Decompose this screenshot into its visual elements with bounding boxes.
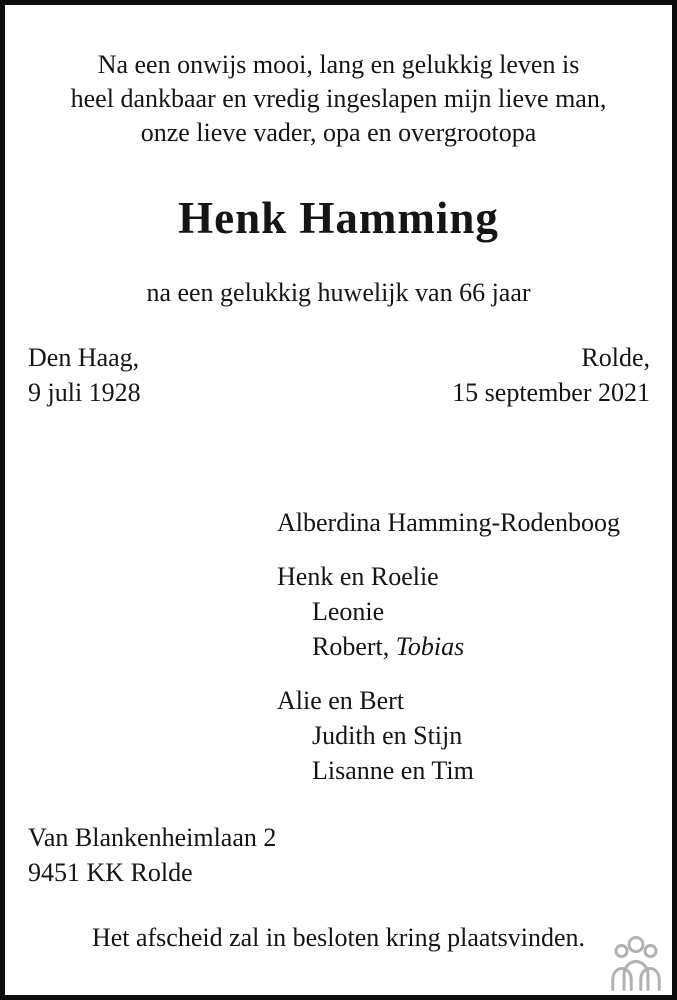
- birth-info: [28, 340, 141, 410]
- family-icon: [611, 935, 661, 992]
- family-child-name-italic: Tobias: [395, 632, 465, 661]
- family-child-name: Robert,: [312, 632, 390, 661]
- widow-name: Alberdina Hamming-Rodenboog: [277, 508, 620, 537]
- family-child: Judith en Stijn: [312, 721, 463, 750]
- family-list: [277, 505, 620, 788]
- birth-death-row: [28, 340, 650, 410]
- birth-date: 9 juli 1928: [28, 378, 141, 407]
- marriage-note: na een gelukkig huwelijk van 66 jaar: [146, 278, 531, 307]
- address-line-1: Van Blankenheimlaan 2: [28, 823, 277, 852]
- death-place: Rolde,: [581, 343, 650, 372]
- death-info: [452, 340, 650, 410]
- closing-line: Het afscheid zal in besloten kring plaatsvinden.: [91, 923, 586, 952]
- address-line-2: 9451 KK Rolde: [28, 858, 193, 887]
- family-child: Leonie: [312, 597, 385, 626]
- family-child: Lisanne en Tim: [312, 756, 474, 785]
- deceased-name: Henk Hamming: [178, 193, 499, 243]
- intro-line-3: onze lieve vader, opa en overgrootopa: [140, 118, 537, 147]
- family-group-2: [277, 683, 620, 788]
- intro-text: [5, 48, 672, 150]
- family-parents: Henk en Roelie: [277, 562, 439, 591]
- family-parents: Alie en Bert: [277, 686, 405, 715]
- intro-line-2: heel dankbaar en vredig ingeslapen mijn lieve man,: [70, 84, 607, 113]
- correspondence-address: [28, 820, 276, 890]
- intro-line-1: Na een onwijs mooi, lang en gelukkig leven is: [97, 50, 580, 79]
- family-child: [312, 629, 620, 664]
- death-date: 15 september 2021: [452, 378, 650, 407]
- family-group-1: [277, 559, 620, 664]
- birth-place: Den Haag,: [28, 343, 140, 372]
